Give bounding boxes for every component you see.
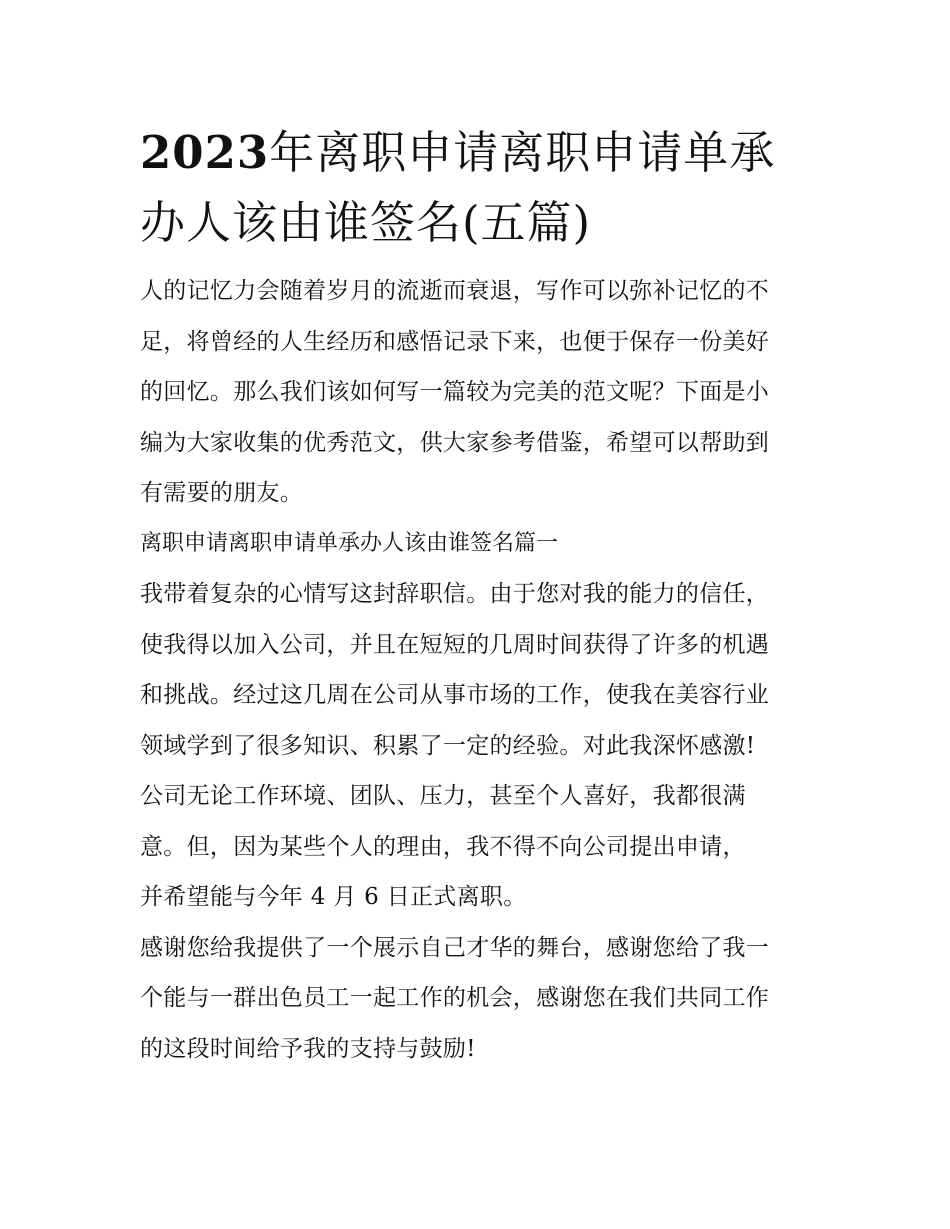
intro-line: 人的记忆力会随着岁月的流逝而衰退，写作可以弥补记忆的不 xyxy=(140,278,770,304)
body-paragraph-2 xyxy=(140,771,812,923)
intro-paragraph xyxy=(140,266,812,519)
body-line: 公司无论工作环境、团队、压力，甚至个人喜好，我都很满 xyxy=(140,783,746,809)
intro-line: 的回忆。那么我们该如何写一篇较为完美的范文呢？下面是小 xyxy=(140,379,770,405)
body-line: 个能与一群出色员工一起工作的机会，感谢您在我们共同工作 xyxy=(140,985,770,1011)
body-line: 的这段时间给予我的支持与鼓励! xyxy=(140,1035,476,1062)
document-title xyxy=(140,118,812,258)
body-paragraph-3 xyxy=(140,923,812,1075)
body-line: 领域学到了很多知识、积累了一定的经验。对此我深怀感激! xyxy=(140,732,756,759)
body-line: 使我得以加入公司，并且在短短的几周时间获得了许多的机遇 xyxy=(140,631,770,658)
section-heading: 离职申请离职申请单承办人该由谁签名篇一 xyxy=(140,530,559,556)
intro-line: 有需要的朋友。 xyxy=(140,480,304,506)
title-line-1-rest: 年离职申请离职申请单承 xyxy=(269,126,776,179)
body-line: 和挑战。经过这几周在公司从事市场的工作，使我在美容行业 xyxy=(140,682,770,708)
title-year: 2023 xyxy=(140,126,270,179)
title-line-2: 办人该由谁签名(五篇) xyxy=(140,196,592,249)
document-page xyxy=(140,118,812,1074)
intro-line: 编为大家收集的优秀范文，供大家参考借鉴，希望可以帮助到 xyxy=(140,429,770,456)
body-line: 我带着复杂的心情写这封辞职信。由于您对我的能力的信任， xyxy=(140,581,770,607)
title-line-1 xyxy=(140,118,812,188)
body-paragraph-1 xyxy=(140,569,812,771)
body-line: 并希望能与今年 4 月 6 日正式离职。 xyxy=(140,884,527,910)
body-line: 意。但，因为某些个人的理由，我不得不向公司提出申请， xyxy=(140,833,746,860)
body-line: 感谢您给我提供了一个展示自己才华的舞台，感谢您给了我一 xyxy=(140,934,770,961)
intro-line: 足，将曾经的人生经历和感悟记录下来，也便于保存一份美好 xyxy=(140,328,770,355)
